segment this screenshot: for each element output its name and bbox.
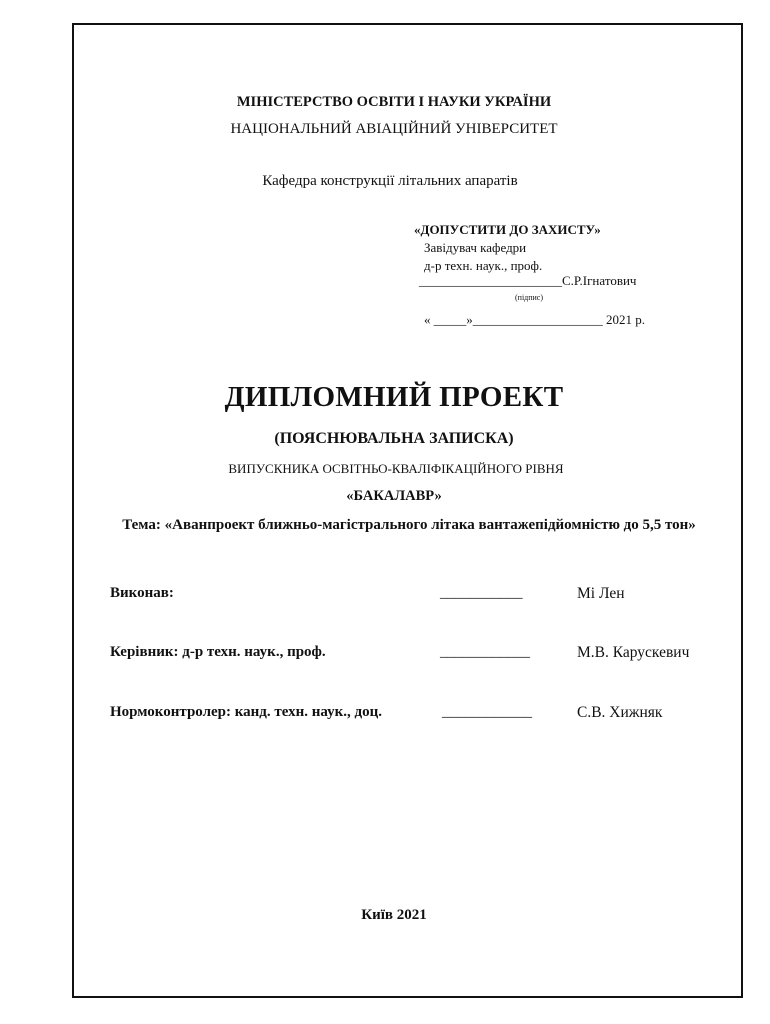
approval-signature-line: ______________________С.Р.Ігнатович xyxy=(419,273,637,288)
approval-title: «ДОПУСТИТИ ДО ЗАХИСТУ» xyxy=(414,222,601,237)
university-name: НАЦІОНАЛЬНИЙ АВІАЦІЙНИЙ УНІВЕРСИТЕТ xyxy=(230,121,558,137)
executor-label: Виконав: xyxy=(110,585,174,601)
supervisor-label: Керівник: д-р техн. наук., проф. xyxy=(110,644,326,660)
document-title: ДИПЛОМНИЙ ПРОЕКТ xyxy=(224,381,564,413)
normocontroller-name: С.В. Хижняк xyxy=(577,704,663,721)
city-year: Київ 2021 xyxy=(361,907,427,923)
normocontroller-label: Нормоконтролер: канд. техн. наук., доц. xyxy=(110,704,383,720)
executor-signature-line: ___________ xyxy=(440,585,523,601)
ministry-name: МІНІСТЕРСТВО ОСВІТИ І НАУКИ УКРАЇНИ xyxy=(236,94,552,110)
approval-role: Завідувач кафедри xyxy=(424,240,527,255)
normocontroller-signature-line: ____________ xyxy=(442,704,532,720)
project-topic: Тема: «Аванпроект ближньо-магістрального літака вантажепідйомністю до 5,5 тон» xyxy=(122,517,696,533)
page-border xyxy=(72,23,743,998)
degree-name: «БАКАЛАВР» xyxy=(346,488,442,504)
department-name: Кафедра конструкції літальних апаратів xyxy=(262,173,518,189)
approval-degree: д-р техн. наук., проф. xyxy=(424,258,543,273)
qualification-level: ВИПУСКНИКА ОСВІТНЬО-КВАЛІФІКАЦІЙНОГО РІВНЯ xyxy=(228,461,564,476)
supervisor-signature-line: ____________ xyxy=(440,644,530,660)
executor-name: Мі Лен xyxy=(577,585,625,602)
supervisor-name: М.В. Карускевич xyxy=(577,644,690,661)
document-subtitle: (ПОЯСНЮВАЛЬНА ЗАПИСКА) xyxy=(274,430,514,447)
approval-date-line: « _____»____________________ 2021 р. xyxy=(424,312,645,327)
signature-hint: (підпис) xyxy=(515,293,544,302)
